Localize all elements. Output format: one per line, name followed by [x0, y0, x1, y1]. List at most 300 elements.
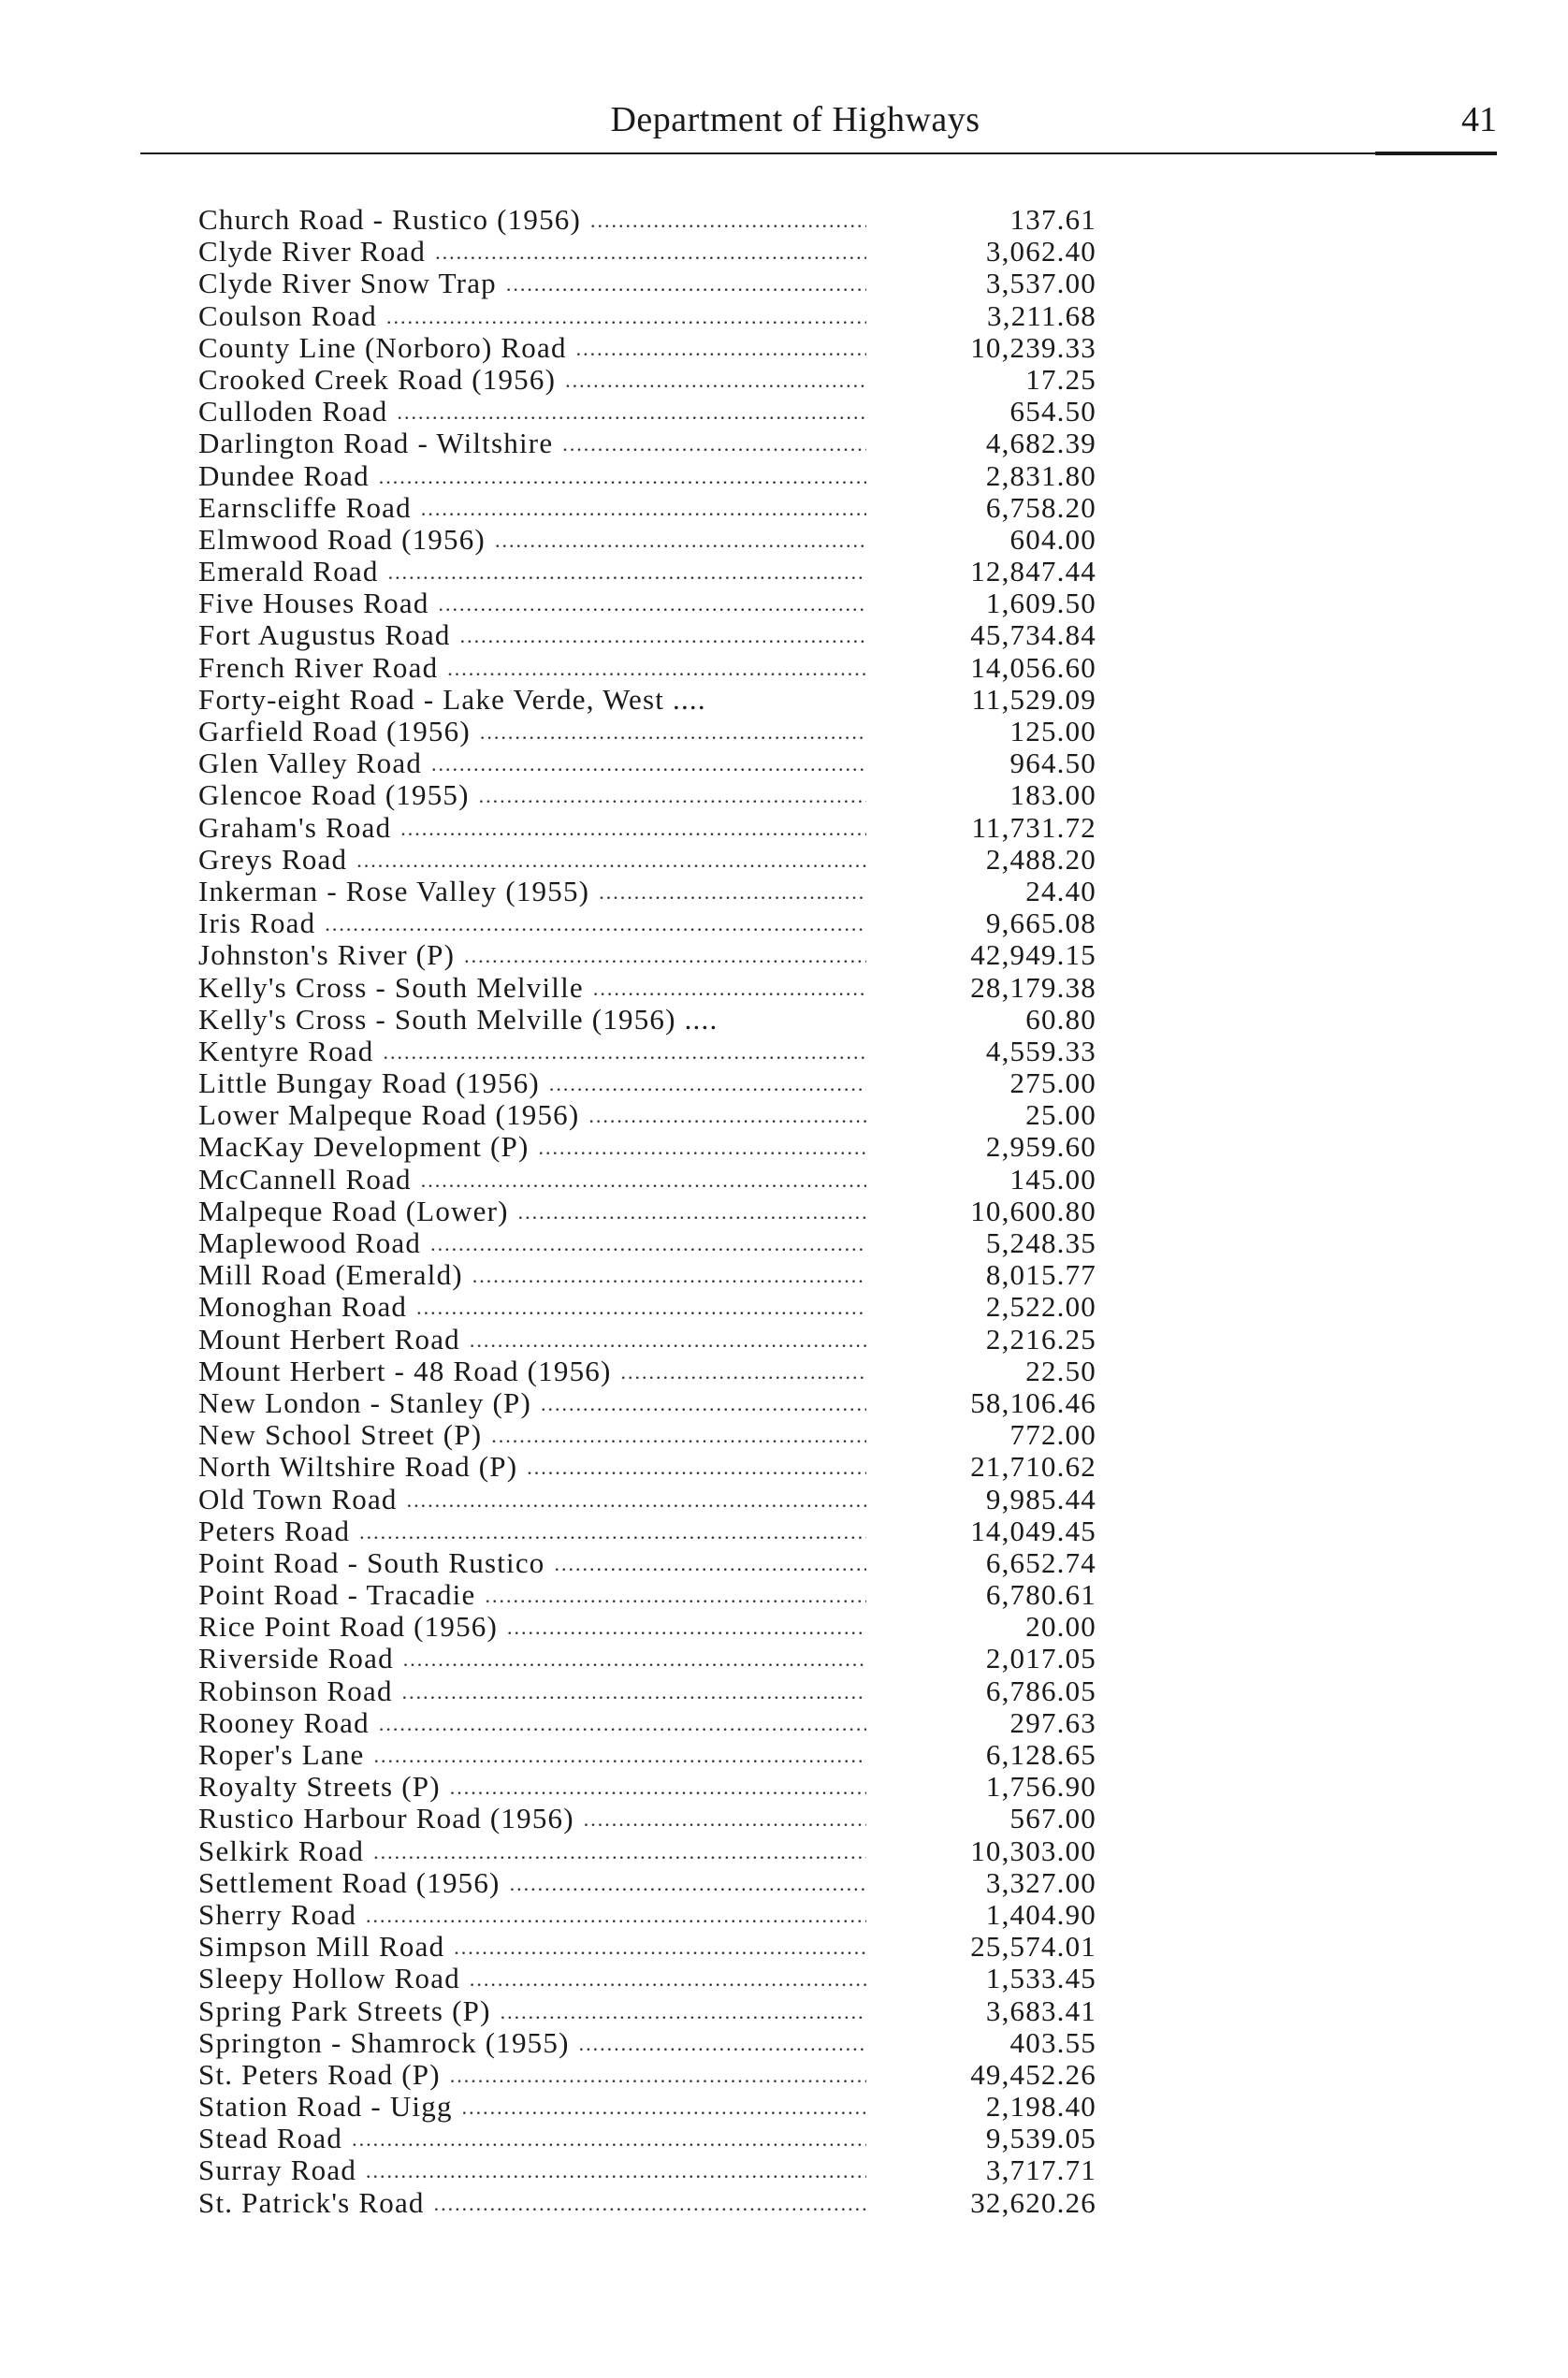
- road-entry: [198, 1131, 872, 1166]
- road-amount: 125.00: [1009, 715, 1096, 747]
- road-amount: 3,211.68: [987, 298, 1096, 332]
- road-name: Royalty Streets (P): [198, 1771, 441, 1804]
- road-amount: 12,847.44: [970, 555, 1096, 588]
- road-entry: [198, 1675, 872, 1710]
- road-entry: [198, 716, 872, 750]
- road-amount: 8,015.77: [985, 1258, 1096, 1292]
- road-entry: [198, 1995, 872, 2030]
- list-item: [198, 1515, 1096, 1547]
- road-entry: [198, 939, 872, 974]
- road-name: St. Peters Road (P): [198, 2058, 441, 2091]
- list-item: [198, 1643, 1096, 1675]
- road-name: Lower Malpeque Road (1956): [198, 1099, 580, 1132]
- road-amount: 45,734.84: [970, 618, 1096, 652]
- road-name: Point Road - South Rustico: [198, 1546, 545, 1579]
- road-amount: 17.25: [1025, 362, 1096, 396]
- road-entry: [198, 1611, 872, 1646]
- road-entry: [198, 1419, 872, 1454]
- road-entry: [198, 1259, 872, 1294]
- dot-leader: [366, 1900, 866, 1932]
- page-number: 41: [1461, 100, 1497, 139]
- dot-leader: [460, 620, 866, 652]
- road-entry: [198, 779, 872, 814]
- road-name: Maplewood Road: [198, 1227, 422, 1259]
- road-name: Clyde River Road: [198, 236, 427, 268]
- list-item: [198, 747, 1096, 779]
- dot-leader: [485, 1580, 866, 1612]
- list-item: [198, 2059, 1096, 2091]
- dot-leader: [527, 1452, 866, 1484]
- road-entry: [198, 1099, 872, 1134]
- road-name: Glen Valley Road: [198, 747, 423, 780]
- dot-leader: [479, 780, 866, 812]
- road-name: Sherry Road: [198, 1898, 357, 1931]
- dot-leader: [407, 1485, 866, 1516]
- dot-leader: [430, 1228, 866, 1260]
- dot-leader: [588, 1100, 866, 1132]
- list-item: [198, 1004, 1096, 1036]
- list-item: [198, 1227, 1096, 1259]
- road-name: Springton - Shamrock (1955): [198, 2026, 570, 2059]
- dot-leader: [383, 1037, 866, 1068]
- road-entry: [198, 1004, 872, 1036]
- road-entry: [198, 1067, 872, 1102]
- dot-leader: [447, 653, 866, 685]
- list-item: [198, 1963, 1096, 1994]
- dot-leader: [450, 2060, 866, 2092]
- list-item: [198, 876, 1096, 907]
- road-entry: [198, 332, 872, 367]
- list-item: [198, 1835, 1096, 1867]
- dot-leader: [480, 717, 866, 748]
- road-amount: 964.50: [1009, 747, 1096, 780]
- road-name: Kelly's Cross - South Melville: [198, 971, 584, 1004]
- list-item: [198, 779, 1096, 811]
- list-item: [198, 1356, 1096, 1387]
- dot-leader: [599, 877, 866, 908]
- dot-leader: [470, 1325, 866, 1356]
- dot-leader: [359, 1516, 866, 1548]
- dot-leader: [388, 557, 866, 588]
- road-entry: [198, 1515, 872, 1550]
- road-amount: 1,756.90: [985, 1770, 1096, 1804]
- road-amount: 3,717.71: [985, 2153, 1096, 2187]
- road-entry: [198, 364, 872, 399]
- dot-leader: [325, 908, 866, 940]
- list-item: [198, 2091, 1096, 2123]
- road-amount: 14,056.60: [970, 650, 1096, 684]
- road-amount: 1,533.45: [985, 1962, 1096, 1995]
- road-amount: 22.50: [1025, 1354, 1096, 1387]
- road-entry: [198, 876, 872, 910]
- road-name: Elmwood Road (1956): [198, 523, 486, 556]
- road-amount: 21,710.62: [970, 1450, 1096, 1484]
- dot-leader: [510, 1868, 866, 1900]
- list-item: [198, 619, 1096, 651]
- road-amount: 2,198.40: [985, 2090, 1096, 2124]
- road-entry: [198, 1164, 872, 1198]
- dot-leader: [462, 2092, 866, 2124]
- road-entry: [198, 1739, 872, 1774]
- road-name: Roper's Lane: [198, 1739, 365, 1771]
- list-item: [198, 1036, 1096, 1067]
- road-entry: [198, 1867, 872, 1902]
- road-name: Mill Road (Emerald): [198, 1259, 463, 1292]
- dot-leader: [506, 268, 866, 300]
- road-name: Forty-eight Road - Lake Verde, West ....: [198, 683, 706, 716]
- road-amount: 4,682.39: [985, 427, 1096, 460]
- dot-leader: [518, 1196, 866, 1228]
- list-item: [198, 2154, 1096, 2186]
- list-item: [198, 428, 1096, 459]
- road-entry: [198, 204, 872, 239]
- road-entry: [198, 1484, 872, 1518]
- road-name: Johnston's River (P): [198, 939, 456, 972]
- dot-leader: [386, 301, 866, 333]
- road-entry: [198, 844, 872, 878]
- dot-leader: [576, 333, 866, 365]
- road-name: North Wiltshire Road (P): [198, 1451, 518, 1484]
- road-amount: 10,303.00: [970, 1834, 1096, 1867]
- list-item: [198, 684, 1096, 716]
- road-entry: [198, 300, 872, 335]
- road-expenditure-list: [198, 204, 1096, 2219]
- road-amount: 403.55: [1009, 2025, 1096, 2059]
- dot-leader: [454, 1932, 866, 1964]
- dot-leader: [421, 493, 866, 525]
- road-amount: 24.40: [1025, 874, 1096, 907]
- road-entry: [198, 972, 872, 1007]
- list-item: [198, 1259, 1096, 1291]
- road-amount: 6,128.65: [985, 1738, 1096, 1771]
- list-item: [198, 1451, 1096, 1483]
- list-item: [198, 364, 1096, 396]
- road-name: Culloden Road: [198, 396, 388, 428]
- dot-leader: [397, 397, 866, 428]
- dot-leader: [402, 1676, 866, 1708]
- road-name: Five Houses Road: [198, 587, 429, 620]
- road-entry: [198, 524, 872, 558]
- road-name: Greys Road: [198, 843, 348, 876]
- road-name: Kelly's Cross - South Melville (1956) ....: [198, 1003, 719, 1036]
- road-amount: 567.00: [1009, 1802, 1096, 1835]
- road-amount: 275.00: [1009, 1066, 1096, 1100]
- dot-leader: [501, 1996, 866, 2028]
- road-amount: 20.00: [1025, 1610, 1096, 1644]
- list-item: [198, 1164, 1096, 1196]
- road-entry: [198, 812, 872, 847]
- list-item: [198, 1771, 1096, 1803]
- list-item: [198, 492, 1096, 524]
- dot-leader: [366, 2155, 866, 2187]
- list-item: [198, 1739, 1096, 1771]
- road-entry: [198, 1324, 872, 1358]
- list-item: [198, 716, 1096, 747]
- road-name: New School Street (P): [198, 1419, 483, 1452]
- road-amount: 2,959.60: [985, 1130, 1096, 1164]
- road-name: Rice Point Road (1956): [198, 1611, 499, 1644]
- dot-leader: [621, 1356, 867, 1388]
- road-entry: [198, 1036, 872, 1070]
- road-name: McCannell Road: [198, 1163, 412, 1196]
- road-entry: [198, 1643, 872, 1677]
- road-amount: 32,620.26: [970, 2185, 1096, 2219]
- road-name: Garfield Road (1956): [198, 716, 471, 747]
- road-entry: [198, 747, 872, 782]
- road-amount: 145.00: [1009, 1162, 1096, 1196]
- list-item: [198, 1196, 1096, 1227]
- dot-leader: [434, 2188, 866, 2220]
- road-name: Riverside Road: [198, 1643, 394, 1675]
- dot-leader: [593, 973, 866, 1005]
- road-entry: [198, 1835, 872, 1870]
- dot-leader: [352, 2124, 866, 2155]
- road-amount: 5,248.35: [985, 1226, 1096, 1259]
- road-name: Dundee Road: [198, 459, 370, 492]
- dot-leader: [379, 461, 866, 493]
- dot-leader: [549, 1068, 866, 1100]
- road-amount: 42,949.15: [970, 938, 1096, 972]
- road-name: Sleepy Hollow Road: [198, 1963, 460, 1995]
- dot-leader: [555, 1548, 866, 1580]
- road-entry: [198, 652, 872, 687]
- list-item: [198, 1995, 1096, 2027]
- list-item: [198, 1899, 1096, 1931]
- road-amount: 2,488.20: [985, 842, 1096, 876]
- road-amount: 2,017.05: [985, 1642, 1096, 1675]
- road-name: Point Road - Tracadie: [198, 1579, 476, 1612]
- list-item: [198, 1579, 1096, 1611]
- road-amount: 2,522.00: [985, 1290, 1096, 1324]
- road-name: Stead Road: [198, 2123, 343, 2155]
- road-name: Emerald Road: [198, 556, 379, 588]
- road-entry: [198, 1196, 872, 1230]
- dot-leader: [507, 1612, 866, 1644]
- list-item: [198, 2123, 1096, 2154]
- road-name: Simpson Mill Road: [198, 1931, 445, 1964]
- road-name: Old Town Road: [198, 1483, 398, 1515]
- road-entry: [198, 396, 872, 430]
- road-amount: 3,683.41: [985, 1994, 1096, 2027]
- list-item: [198, 1867, 1096, 1899]
- list-item: [198, 1675, 1096, 1707]
- dot-leader: [541, 1388, 866, 1420]
- road-amount: 60.80: [1025, 1002, 1096, 1036]
- list-item: [198, 524, 1096, 556]
- road-entry: [198, 907, 872, 942]
- dot-leader: [379, 1708, 866, 1740]
- list-item: [198, 907, 1096, 939]
- road-entry: [198, 587, 872, 622]
- road-entry: [198, 236, 872, 270]
- dot-leader: [584, 1804, 866, 1835]
- list-item: [198, 1131, 1096, 1163]
- road-entry: [198, 1547, 872, 1582]
- dot-leader: [491, 1420, 866, 1452]
- dot-leader: [416, 1292, 866, 1324]
- road-amount: 183.00: [1009, 778, 1096, 812]
- road-entry: [198, 1803, 872, 1837]
- road-entry: [198, 492, 872, 527]
- road-amount: 2,831.80: [985, 458, 1096, 492]
- road-name: Inkerman - Rose Valley (1955): [198, 875, 590, 907]
- list-item: [198, 2187, 1096, 2219]
- road-amount: 604.00: [1009, 522, 1096, 556]
- road-entry: [198, 1291, 872, 1326]
- road-name: Iris Road: [198, 907, 316, 940]
- road-amount: 4,559.33: [985, 1034, 1096, 1067]
- road-amount: 10,239.33: [970, 330, 1096, 364]
- header-rule-accent: [1375, 152, 1497, 155]
- list-item: [198, 556, 1096, 587]
- list-item: [198, 844, 1096, 876]
- road-name: Coulson Road: [198, 299, 377, 332]
- road-amount: 6,652.74: [985, 1545, 1096, 1579]
- road-name: Little Bungay Road (1956): [198, 1067, 540, 1100]
- dot-leader: [472, 1260, 866, 1292]
- road-entry: [198, 2059, 872, 2094]
- list-item: [198, 1324, 1096, 1356]
- road-entry: [198, 2123, 872, 2157]
- list-item: [198, 300, 1096, 332]
- list-item: [198, 652, 1096, 684]
- road-amount: 772.00: [1009, 1418, 1096, 1452]
- road-name: County Line (Norboro) Road: [198, 331, 567, 364]
- list-item: [198, 1547, 1096, 1579]
- road-entry: [198, 1579, 872, 1614]
- road-name: Surray Road: [198, 2154, 357, 2187]
- header-rule: [140, 152, 1497, 154]
- road-entry: [198, 2154, 872, 2189]
- road-amount: 9,985.44: [985, 1482, 1096, 1515]
- road-entry: [198, 1707, 872, 1742]
- road-amount: 11,529.09: [971, 682, 1096, 716]
- road-name: Kentyre Road: [198, 1035, 374, 1067]
- road-entry: [198, 2187, 872, 2222]
- list-item: [198, 972, 1096, 1004]
- road-entry: [198, 1771, 872, 1805]
- road-name: New London - Stanley (P): [198, 1386, 531, 1419]
- road-name: Peters Road: [198, 1515, 351, 1547]
- dot-leader: [579, 2028, 866, 2060]
- dot-leader: [439, 588, 866, 620]
- dot-leader: [400, 813, 866, 845]
- list-item: [198, 1484, 1096, 1515]
- road-entry: [198, 684, 872, 716]
- road-amount: 25.00: [1025, 1098, 1096, 1132]
- road-amount: 25,574.01: [970, 1930, 1096, 1964]
- road-entry: [198, 1356, 872, 1390]
- road-entry: [198, 1387, 872, 1422]
- road-name: St. Patrick's Road: [198, 2186, 425, 2219]
- list-item: [198, 1387, 1096, 1419]
- list-item: [198, 1611, 1096, 1643]
- road-name: Spring Park Streets (P): [198, 1994, 491, 2027]
- dot-leader: [431, 748, 866, 780]
- road-name: Robinson Road: [198, 1675, 393, 1707]
- road-amount: 654.50: [1009, 395, 1096, 428]
- road-entry: [198, 619, 872, 654]
- road-name: French River Road: [198, 651, 439, 684]
- road-name: Rooney Road: [198, 1706, 370, 1739]
- road-name: Clyde River Snow Trap: [198, 268, 497, 300]
- road-name: Malpeque Road (Lower): [198, 1195, 509, 1227]
- list-item: [198, 812, 1096, 844]
- road-entry: [198, 2091, 872, 2125]
- road-name: Glencoe Road (1955): [198, 779, 470, 812]
- list-item: [198, 1291, 1096, 1323]
- list-item: [198, 396, 1096, 428]
- road-entry: [198, 268, 872, 302]
- road-name: MacKay Development (P): [198, 1131, 530, 1164]
- list-item: [198, 1099, 1096, 1131]
- list-item: [198, 460, 1096, 492]
- road-amount: 49,452.26: [970, 2057, 1096, 2091]
- list-item: [198, 1803, 1096, 1834]
- road-amount: 6,758.20: [985, 490, 1096, 524]
- dot-leader: [403, 1644, 866, 1675]
- list-item: [198, 236, 1096, 268]
- page-title: Department of Highways: [610, 100, 980, 139]
- dot-leader: [464, 940, 866, 972]
- road-amount: 11,731.72: [971, 810, 1096, 844]
- page-header: [140, 94, 1497, 150]
- list-item: [198, 1067, 1096, 1099]
- list-item: [198, 1707, 1096, 1739]
- road-entry: [198, 428, 872, 462]
- road-name: Mount Herbert Road: [198, 1323, 460, 1356]
- road-name: Station Road - Uigg: [198, 2091, 453, 2124]
- road-amount: 28,179.38: [970, 970, 1096, 1004]
- list-item: [198, 332, 1096, 364]
- road-amount: 3,062.40: [985, 235, 1096, 268]
- road-entry: [198, 1227, 872, 1262]
- road-amount: 6,780.61: [985, 1578, 1096, 1612]
- road-name: Settlement Road (1956): [198, 1866, 501, 1899]
- road-name: Rustico Harbour Road (1956): [198, 1803, 574, 1835]
- road-name: Darlington Road - Wiltshire: [198, 428, 554, 460]
- dot-leader: [374, 1740, 866, 1772]
- list-item: [198, 2027, 1096, 2059]
- road-amount: 10,600.80: [970, 1194, 1096, 1227]
- road-name: Fort Augustus Road: [198, 619, 451, 652]
- road-entry: [198, 556, 872, 590]
- dot-leader: [562, 428, 866, 460]
- list-item: [198, 204, 1096, 236]
- road-entry: [198, 1963, 872, 1997]
- list-item: [198, 1419, 1096, 1451]
- dot-leader: [590, 205, 866, 237]
- road-amount: 9,539.05: [985, 2122, 1096, 2155]
- dot-leader: [495, 525, 866, 557]
- dot-leader: [565, 365, 866, 397]
- dot-leader: [450, 1772, 866, 1804]
- road-name: Church Road - Rustico (1956): [198, 204, 581, 236]
- road-name: Graham's Road: [198, 811, 392, 844]
- road-amount: 3,537.00: [985, 267, 1096, 300]
- road-name: Crooked Creek Road (1956): [198, 363, 557, 396]
- dot-leader: [356, 845, 866, 877]
- road-name: Monoghan Road: [198, 1291, 408, 1324]
- road-amount: 14,049.45: [970, 1514, 1096, 1547]
- list-item: [198, 1931, 1096, 1963]
- dot-leader: [539, 1132, 866, 1164]
- road-amount: 3,327.00: [985, 1865, 1096, 1899]
- road-name: Earnscliffe Road: [198, 491, 412, 524]
- list-item: [198, 268, 1096, 299]
- dot-leader: [373, 1836, 866, 1868]
- dot-leader: [435, 237, 866, 268]
